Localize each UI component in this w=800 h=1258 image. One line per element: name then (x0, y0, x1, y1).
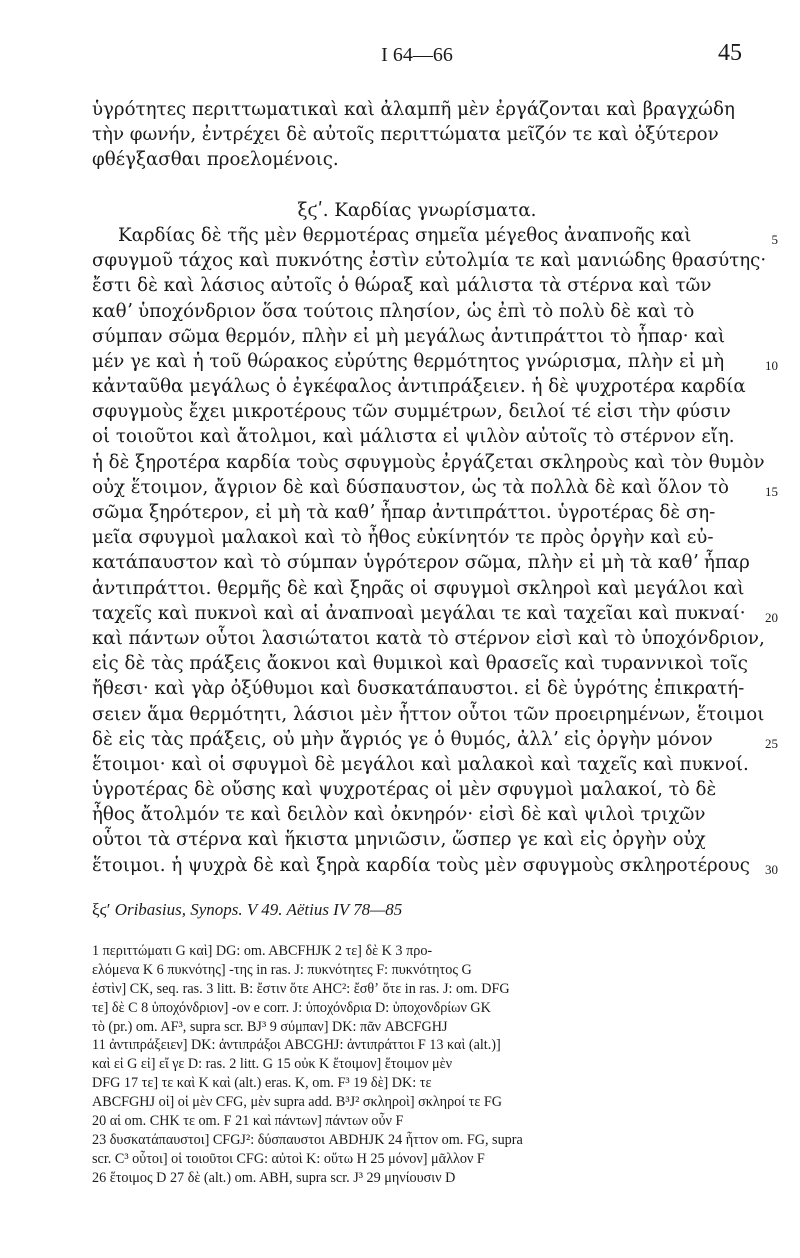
text-line: ὑγρότητες περιττωματικαὶ καὶ ἀλαμπῆ μὲν ἐργάζονται καὶ βραγχώδη (92, 99, 735, 120)
text-line: κἀνταῦθα μεγάλως ὁ ἐγκέφαλος ἀντιπράξειεν. ἡ δὲ ψυχροτέρα καρδία (92, 376, 746, 398)
text-line: φθέγξασθαι προελομένοις. (92, 149, 339, 171)
apparatus-line: τε] δὲ C 8 ὑποχόνδριον] -ον e corr. J: ὑποχόνδρια D: ὑποχονδρίων GK (92, 999, 491, 1016)
text-line: τὴν φωνήν, ἐντρέχει δὲ αὐτοῖς περιττώματα μεῖζόν τε καὶ ὀξύτερον (92, 124, 719, 146)
text-line: ἕτοιμοι· καὶ οἱ σφυγμοὶ δὲ μεγάλοι καὶ μαλακοὶ καὶ ταχεῖς καὶ πυκνοί. (92, 753, 749, 775)
text-line: μεῖα σφυγμοὶ μαλακοὶ καὶ τὸ ἦθος εὐκίνητόν τε πρὸς ὀργὴν καὶ εὐ- (92, 527, 714, 549)
line-number: 15 (765, 483, 778, 499)
apparatus-line: DFG 17 τε] τε καὶ K καὶ (alt.) eras. K, om. F³ 19 δὲ] DK: τε (92, 1075, 432, 1092)
text-line: οἱ τοιοῦτοι καὶ ἄτολμοι, καὶ μάλιστα εἰ ψιλὸν αὐτοῖς τὸ στέρνον εἴη. (92, 426, 735, 448)
apparatus-line: 26 ἕτοιμος D 27 δὲ (alt.) om. ABH, supra scr. J³ 29 μηνίουσιν D (92, 1169, 456, 1186)
line-number: 10 (765, 357, 778, 373)
text-line: ταχεῖς καὶ πυκνοὶ καὶ αἱ ἀναπνοαὶ μεγάλαι τε καὶ ταχεῖαι καὶ πυκναί· 20 (92, 601, 742, 626)
apparatus-line: 23 δυσκατάπαυστοι] CFGJ²: δύσπαυστοι ABDHJK 24 ἧττον om. FG, supra (92, 1131, 523, 1148)
text-line: ἔστι δὲ καὶ λάσιος αὐτοῖς ὁ θώραξ καὶ μάλιστα τὰ στέρνα καὶ τῶν (92, 275, 712, 297)
text-line: ὑγροτέρας δὲ οὔσης καὶ ψυχροτέρας οἱ μὲν σφυγμοὶ μαλακοί, τὸ δὲ (92, 779, 717, 801)
testimonia-line (92, 900, 742, 920)
text-line: ἡ δὲ ξηροτέρα καρδία τοὺς σφυγμοὺς ἐργάζεται σκληροὺς καὶ τὸν θυμὸν (92, 451, 765, 473)
chapter-reference: I 64—66 (381, 44, 453, 66)
apparatus-line: scr. C³ οὗτοι] οἱ τοιοῦτοι CFG: αὐτοὶ K: οὕτω H 25 μόνον] μᾶλλον F (92, 1150, 485, 1167)
text-line: σύμπαν σῶμα θερμόν, πλὴν εἰ μὴ μεγάλως ἀντιπράττοι τὸ ἧπαρ· καὶ (92, 325, 726, 347)
running-header (92, 40, 742, 74)
text-line: ἤθεσι· καὶ γὰρ ὀξύθυμοι καὶ δυσκατάπαυστοι. εἰ δὲ ὑγρότης ἐπικρατή- (92, 678, 745, 700)
chapter-heading: ξϛʹ. Καρδίας γνωρίσματα. (297, 199, 537, 221)
apparatus-line: 11 ἀντιπράξειεν] DK: ἀντιπράξοι ABCGHJ: ἀντιπράττοι F 13 καὶ (alt.)] (92, 1037, 501, 1054)
text-line: εἰς δὲ τὰς πράξεις ἄοκνοι καὶ θυμικοὶ καὶ θρασεῖς καὶ τυραννικοὶ τοῖς (92, 653, 748, 675)
text-line: σῶμα ξηρότερον, εἰ μὴ τὰ καθʼ ἧπαρ ἀντιπράττοι. ὑγροτέρας δὲ ση- (92, 502, 716, 523)
text-line: σειεν ἅμα θερμότητι, λάσιοι μὲν ἧττον οὗτοι τῶν προειρημένων, ἕτοιμοι (92, 703, 765, 725)
apparatus-line: καὶ εἰ G εἰ] εἴ γε D: ras. 2 litt. G 15 οὐκ K ἕτοιμον] ἕτοιμον μὲν (92, 1056, 453, 1073)
text-line: κατάπαυστον καὶ τὸ σύμπαν ὑγρότερον σῶμα, πλὴν εἰ μὴ τὰ καθʼ ἧπαρ (92, 552, 750, 574)
text-line: ἀντιπράττοι. θερμῆς δὲ καὶ ξηρᾶς οἱ σφυγμοὶ σκληροὶ καὶ μεγάλοι καὶ (92, 577, 745, 599)
page-number: 45 (718, 40, 742, 66)
apparatus-line: ἐστὶν] CK, seq. ras. 3 litt. B: ἔστιν ὅτε AHC²: ἔσθʼ ὅτε in ras. J: om. DFG (92, 980, 510, 997)
apparatus-line: 20 αἱ om. CHK τε om. F 21 καὶ πάντων] πάντων οὖν F (92, 1113, 404, 1130)
testimonia-siglum: ξϛʹ (92, 900, 111, 919)
apparatus-line: τὸ (pr.) om. AF³, supra scr. BJ³ 9 σύμπαν] DK: πᾶν ABCFGHJ (92, 1018, 448, 1035)
text-line: μέν γε καὶ ἡ τοῦ θώρακος εὐρύτης θερμότητος γνώρισμα, πλὴν εἰ μὴ 10 (92, 349, 742, 374)
main-text (92, 97, 778, 878)
text-line: ἦθος ἄτολμόν τε καὶ δειλὸν καὶ ὀκνηρόν· εἰσὶ δὲ καὶ ψιλοὶ τριχῶν (92, 804, 706, 826)
testimonia-sources: Oribasius, Synops. V 49. Aëtius IV 78—85 (114, 900, 403, 919)
apparatus-line: 1 περιττώματι G καὶ] DG: om. ABCFHJK 2 τε] δὲ K 3 προ- (92, 943, 433, 959)
apparatus-line: ABCFGHJ οἱ] οἱ μὲν CFG, μὲν supra add. B³J² σκληροὶ] σκληροί τε FG (92, 1094, 502, 1111)
text-line: δὲ εἰς τὰς πράξεις, οὐ μὴν ἄγριός γε ὁ θυμός, ἀλλʼ εἰς ὀργὴν μόνον 25 (92, 727, 742, 752)
text-line: καθʼ ὑποχόνδριον ὅσα τούτοις πλησίον, ὡς ἐπὶ τὸ πολὺ δὲ καὶ τὸ (92, 300, 695, 322)
line-number: 5 (771, 231, 778, 247)
text-line: οὐχ ἕτοιμον, ἄγριον δὲ καὶ δύσπαυστον, ὡς τὰ πολλὰ δὲ καὶ ὅλον τὸ 15 (92, 475, 742, 500)
apparatus-line: ελόμενα K 6 πυκνότης] -της in ras. J: πυκνότητες F: πυκνότητος G (92, 961, 472, 978)
line-number: 30 (765, 861, 778, 877)
text-line: σφυγμοὺς ἔχει μικροτέρους τῶν συμμέτρων, δειλοί τέ εἰσι τὴν φύσιν (92, 401, 731, 423)
text-line: ἕτοιμοι. ἡ ψυχρὰ δὲ καὶ ξηρὰ καρδία τοὺς μὲν σφυγμοὺς σκληροτέρους 30 (92, 853, 742, 878)
text-line: οὗτοι τὰ στέρνα καὶ ἥκιστα μηνιῶσιν, ὥσπερ γε καὶ εἰς ὀργὴν οὐχ (92, 829, 706, 851)
critical-apparatus (92, 942, 742, 1188)
line-number: 25 (765, 735, 778, 751)
text-line: καὶ πάντων οὗτοι λασιώτατοι κατὰ τὸ στέρνον εἰσὶ καὶ τὸ ὑποχόνδριον, (92, 627, 765, 649)
line-number: 20 (765, 609, 778, 625)
blank-line (92, 173, 742, 198)
text-line: σφυγμοῦ τάχος καὶ πυκνότης ἐστὶν εὐτολμία τε καὶ μανιώδης θρασύτης· (92, 250, 767, 272)
text-line: Καρδίας δὲ τῆς μὲν θερμοτέρας σημεῖα μέγεθος ἀναπνοῆς καὶ 5 (92, 223, 742, 248)
